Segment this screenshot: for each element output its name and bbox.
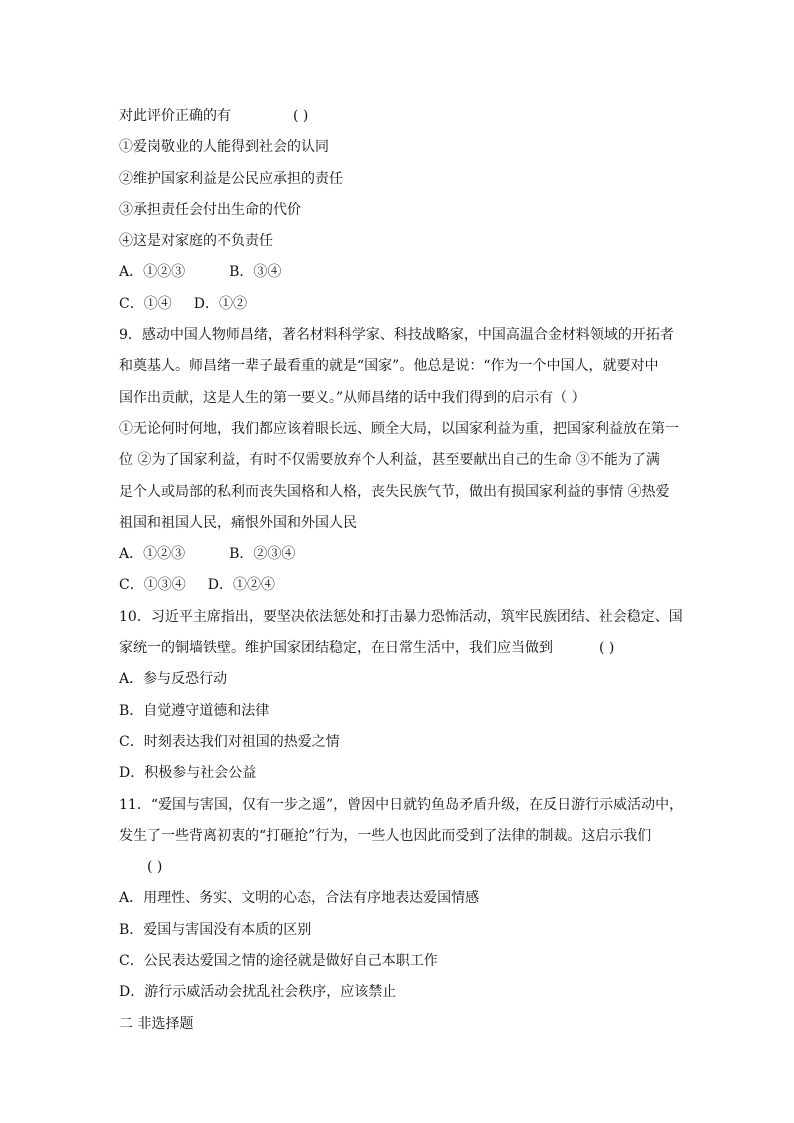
q8-lead-line <box>119 101 679 132</box>
q9-statement-line-3: 足个人或局部的私利而丧失国格和人格，丧失民族气节，做出有损国家利益的事情 ④热爱 <box>119 483 670 500</box>
q9-options-row-2 <box>119 570 679 601</box>
q11-stem-line-1: 11．“爱国与害国，仅有一步之遥”，曾因中日就钓鱼岛矛盾升级，在反日游行示威活动中， <box>119 796 684 813</box>
q8-statement-3: ③承担责任会付出生命的代价 <box>119 201 301 218</box>
q9-stem-line-2: 和奠基人。师昌绪一辈子最看重的就是“国家”。他总是说：“作为一个中国人，就要对中 <box>119 358 659 375</box>
q10-stem-line-1: 10．习近平主席指出，要坚决依法惩处和打击暴力恐怖活动，筑牢民族团结、社会稳定、国 <box>119 608 683 625</box>
q8-option-c: C．①④ <box>119 295 172 312</box>
q10-option-c: C．时刻表达我们对祖国的热爱之情 <box>119 733 340 750</box>
exam-content <box>119 101 684 1040</box>
q8-option-d: D．①② <box>193 295 247 312</box>
q9-statement-line-1: ①无论何时何地，我们都应该着眼长远、顾全大局，以国家利益为重，把国家利益放在第一 <box>119 420 679 437</box>
q9-statement-line-4: 祖国和祖国人民，痛恨外国和外国人民 <box>119 514 357 531</box>
q10-option-d: D．积极参与社会公益 <box>119 765 257 782</box>
section-heading: 二 非选择题 <box>119 1015 194 1032</box>
q10-stem-line-2: 家统一的铜墙铁壁。维护国家团结稳定，在日常生活中，我们应当做到 <box>119 640 553 657</box>
q8-statement-1: ①爱岗敬业的人能得到社会的认同 <box>119 139 329 156</box>
q9-option-b: B．②③④ <box>229 546 296 563</box>
q11-stem-line-2: 发生了一些背离初衷的“打砸抢”行为，一些人也因此而受到了法律的制裁。这启示我们 <box>119 827 652 844</box>
q10-option-b: B．自觉遵守道德和法律 <box>119 702 270 719</box>
q9-option-a: A．①②③ <box>119 546 186 563</box>
q8-option-a: A．①②③ <box>119 264 186 281</box>
q9-option-d: D．①②④ <box>207 577 275 594</box>
q11-option-a: A．用理性、务实、文明的心态，合法有序地表达爱国情感 <box>119 890 480 907</box>
q11-option-c: C．公民表达爱国之情的途径就是做好自己本职工作 <box>119 953 438 970</box>
q8-statement-2: ②维护国家利益是公民应承担的责任 <box>119 170 343 187</box>
q11-option-b: B．爱国与害国没有本质的区别 <box>119 921 312 938</box>
q8-lead: 对此评价正确的有 <box>119 108 231 124</box>
q10-stem-line-2-wrap <box>119 633 679 664</box>
q9-stem-line-1: 9．感动中国人物师昌绪，著名材料科学家、科技战略家，中国高温合金材料领域的开拓者 <box>119 327 674 344</box>
q11-option-d: D．游行示威活动会扰乱社会秩序，应该禁止 <box>119 984 397 1001</box>
q8-options-row-1 <box>119 257 679 288</box>
q8-answer-paren: ( ) <box>293 108 309 124</box>
q9-stem-line-3: 国作出贡献，这是人生的第一要义。”从师昌绪的话中我们得到的启示有（ ） <box>119 389 586 406</box>
q9-statement-line-2: 位 ②为了国家利益，有时不仅需要放弃个人利益，甚至要献出自己的生命 ③不能为了满 <box>119 452 660 469</box>
q9-option-c: C．①③④ <box>119 577 186 594</box>
q8-options-row-2 <box>119 289 679 320</box>
q10-answer-paren: ( ) <box>599 640 615 657</box>
q9-options-row-1 <box>119 539 679 570</box>
q8-option-b: B．③④ <box>229 264 282 281</box>
q8-statement-4: ④这是对家庭的不负责任 <box>119 233 273 250</box>
q10-option-a: A．参与反恐行动 <box>119 671 228 688</box>
q11-answer-paren: ( ) <box>147 859 163 876</box>
